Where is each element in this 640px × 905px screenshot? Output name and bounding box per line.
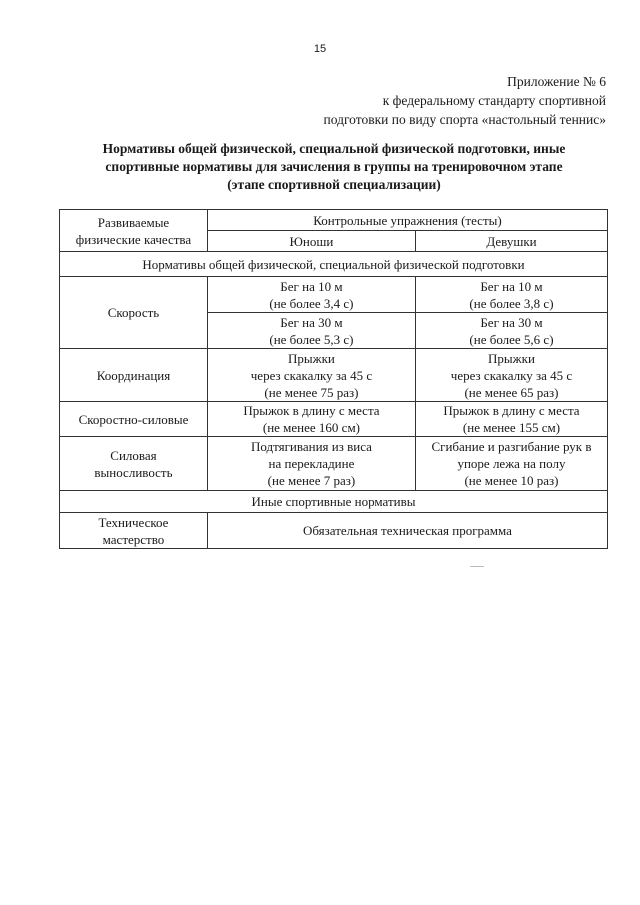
appendix-header (324, 72, 607, 129)
header-tests: Контрольные упражнения (тесты) (207, 210, 607, 231)
norms-table (59, 209, 608, 549)
cell-boys-10m (207, 277, 415, 313)
cell-text: Прыжки (288, 350, 335, 366)
title-line: (этапе спортивной специализации) (227, 177, 441, 192)
cell-text: мастерство (102, 531, 165, 547)
header-text: физические качества (75, 231, 192, 247)
cell-text: Прыжки (488, 350, 535, 366)
document-title (60, 140, 608, 194)
cell-text: (не менее 160 см) (262, 420, 361, 435)
cell-technical-program: Обязательная техническая программа (207, 513, 607, 549)
cell-text: Бег на 10 м (280, 278, 343, 294)
quality-speed: Скорость (60, 277, 208, 349)
cell-text: Техническое (98, 514, 169, 530)
appendix-line: подготовки по виду спорта «настольный теннис» (323, 112, 606, 127)
cell-text: (не менее 7 раз) (267, 473, 356, 488)
cell-text: Сгибание и разгибание рук в (431, 439, 592, 454)
cell-text: (не более 5,3 с) (269, 331, 354, 347)
page-number: 15 (313, 43, 327, 55)
header-qualities (60, 210, 208, 252)
cell-girls-jump-rope (415, 349, 607, 402)
cell-text: Бег на 10 м (480, 278, 543, 294)
cell-text: Силовая (110, 447, 157, 463)
quality-technical (60, 513, 208, 549)
cell-boys-30m (207, 313, 415, 349)
title-line: Нормативы общей физической, специальной физической подготовки, иные (102, 141, 566, 156)
cell-text: (не более 3,8 с) (469, 295, 554, 311)
appendix-line: Приложение № 6 (507, 74, 606, 89)
cell-text: Прыжок в длину с места (243, 403, 380, 418)
cell-boys-jump-rope (207, 349, 415, 402)
cell-boys-long-jump (207, 402, 415, 437)
header-boys: Юноши (207, 231, 415, 252)
quality-coordination: Координация (60, 349, 208, 402)
cell-text: (не менее 65 раз) (464, 384, 559, 400)
cell-text: (не более 5,6 с) (469, 331, 554, 347)
quality-speed-strength: Скоростно-силовые (60, 402, 208, 437)
cell-text: выносливость (94, 464, 173, 480)
cell-girls-30m (415, 313, 607, 349)
cell-text: (не менее 10 раз) (464, 473, 559, 488)
cell-text: Прыжок в длину с места (443, 403, 580, 418)
quality-strength-endurance (60, 437, 208, 491)
cell-text: Бег на 30 м (480, 314, 543, 330)
title-line: спортивные нормативы для зачисления в группы на тренировочном этапе (105, 159, 563, 174)
header-girls: Девушки (415, 231, 607, 252)
cell-text: (не менее 155 см) (462, 420, 561, 435)
cell-text: Подтягивания из виса (250, 439, 372, 454)
appendix-line: к федеральному стандарту спортивной (382, 93, 606, 108)
cell-text: упоре лежа на полу (457, 456, 566, 471)
cell-text: на перекладине (268, 456, 355, 471)
cell-text: через скакалку за 45 с (250, 367, 373, 383)
cell-boys-pull-ups (207, 437, 415, 491)
section-other: Иные спортивные нормативы (60, 491, 608, 513)
section-general: Нормативы общей физической, специальной физической подготовки (60, 252, 608, 277)
cell-girls-long-jump (415, 402, 607, 437)
cell-text: через скакалку за 45 с (450, 367, 573, 383)
scan-artifact (470, 566, 484, 567)
cell-girls-10m (415, 277, 607, 313)
cell-girls-push-ups (415, 437, 607, 491)
cell-text: (не менее 75 раз) (264, 384, 359, 400)
cell-text: (не более 3,4 с) (269, 295, 354, 311)
cell-text: Бег на 30 м (280, 314, 343, 330)
header-text: Развиваемые (97, 214, 170, 230)
